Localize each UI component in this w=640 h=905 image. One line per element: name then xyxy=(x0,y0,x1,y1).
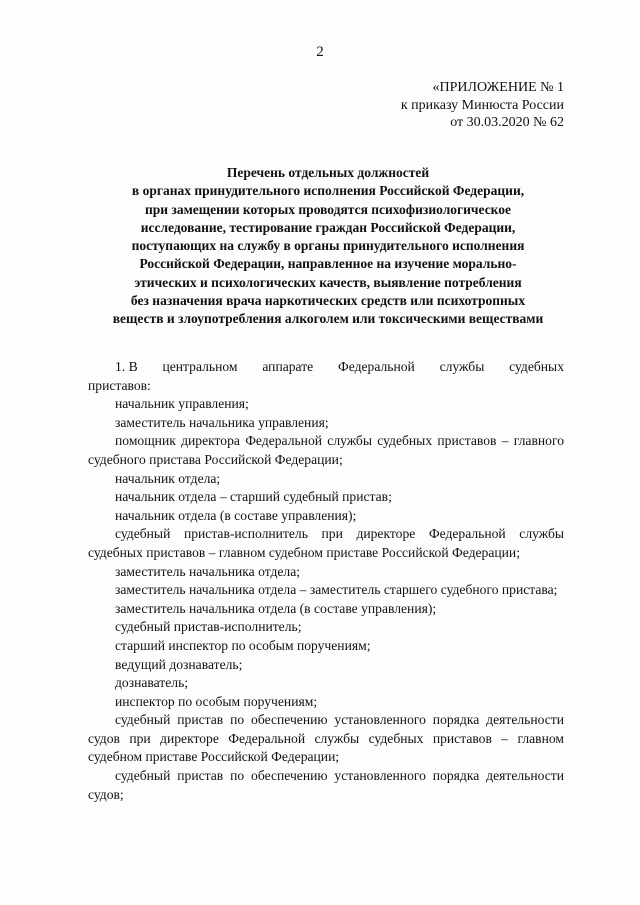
section-1-heading xyxy=(88,358,564,377)
position-item: заместитель начальника отдела – заместитель старшего судебного пристава; xyxy=(115,582,558,598)
position-item: помощник директора Федеральной службы судебных приставов – главного судебного пристава Российской Федерации; xyxy=(88,433,564,467)
position-item: начальник отдела – старший судебный пристав; xyxy=(115,489,392,505)
section-1-word: службы xyxy=(439,359,485,374)
appendix-order-reference: к приказу Минюста России xyxy=(400,97,564,113)
position-item: начальник отдела (в составе управления); xyxy=(115,507,357,523)
position-item: судебный пристав по обеспечению установленного порядка деятельности судов при директоре Федеральной службы судебных приставов – главном судебном приставе Российской Федерации; xyxy=(88,712,564,765)
position-item: дознаватель; xyxy=(115,675,189,691)
title-line: веществ и злоупотребления алкоголем или токсическими веществами xyxy=(112,311,544,327)
position-item: заместитель начальника управления; xyxy=(115,414,329,430)
title-line: поступающих на службу в органы принудительного исполнения xyxy=(131,238,525,254)
position-item: старший инспектор по особым поручениям; xyxy=(115,637,371,653)
position-item: заместитель начальника отдела (в составе управления); xyxy=(115,600,437,616)
title-line: Российской Федерации, направленное на изучение морально- xyxy=(139,256,517,272)
position-item: судебный пристав по обеспечению установленного порядка деятельности судов; xyxy=(88,768,564,802)
title-line: этических и психологических качеств, выявление потребления xyxy=(134,274,522,290)
title-line: без назначения врача наркотических средств или психотропных xyxy=(130,293,526,309)
section-1-word: 1. В xyxy=(115,359,138,374)
document-title xyxy=(86,164,570,329)
appendix-header xyxy=(401,79,564,132)
title-line: при замещении которых проводятся психофизиологическое xyxy=(144,201,512,217)
section-1-continuation: приставов: xyxy=(88,377,151,393)
position-item: начальник отдела; xyxy=(115,470,221,486)
section-1-word: Федеральной xyxy=(338,359,415,374)
position-item: судебный пристав-исполнитель; xyxy=(115,619,302,635)
section-1-word: центральном xyxy=(162,359,238,374)
appendix-title: «ПРИЛОЖЕНИЕ № 1 xyxy=(432,80,564,95)
page-number: 2 xyxy=(316,44,324,60)
title-line: исследование, тестирование граждан Российской Федерации, xyxy=(140,219,516,235)
position-item: инспектор по особым поручениям; xyxy=(115,693,318,709)
position-item: ведущий дознаватель; xyxy=(115,656,243,672)
position-item: начальник управления; xyxy=(115,396,249,412)
document-body xyxy=(88,358,564,804)
position-item: судебный пристав-исполнитель при директоре Федеральной службы судебных приставов – главном судебном приставе Российской Федерации; xyxy=(88,526,564,560)
section-1-word: судебных xyxy=(509,359,564,374)
section-1-word: аппарате xyxy=(262,359,314,374)
title-line: Перечень отдельных должностей xyxy=(226,165,430,180)
title-line: в органах принудительного исполнения Российской Федерации, xyxy=(131,183,525,199)
appendix-order-date: от 30.03.2020 № 62 xyxy=(450,115,564,130)
position-item: заместитель начальника отдела; xyxy=(115,563,301,579)
